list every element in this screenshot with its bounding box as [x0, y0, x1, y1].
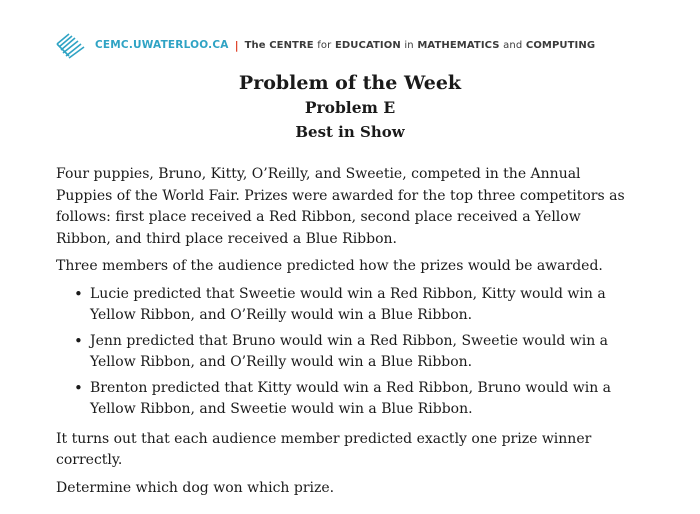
centre-education: EDUCATION: [334, 39, 401, 51]
site-link[interactable]: CEMC.UWATERLOO.CA: [95, 39, 229, 51]
task-paragraph: Determine which dog won which prize.: [56, 479, 335, 496]
header-separator: |: [234, 38, 239, 52]
problem-body: [56, 164, 631, 505]
centre-in: in: [404, 39, 414, 51]
prediction-brenton: • Brenton predicted that Kitty would win a Red Ribbon, Bruno would win a Yellow Ribbon, and Sweetie would win a Blue Ribbon.: [90, 378, 631, 421]
title-block: [0, 70, 700, 144]
prediction-jenn: • Jenn predicted that Bruno would win a Red Ribbon, Sweetie would win a Yellow Ribbon, and O’Reilly would win a Blue Ribbon.: [90, 331, 631, 374]
prediction-list: [56, 284, 631, 421]
prediction-lucie: • Lucie predicted that Sweetie would win a Red Ribbon, Kitty would win a Yellow Ribbon, and O’Reilly would win a Blue Ribbon.: [90, 284, 631, 327]
centre-for: for: [317, 39, 332, 51]
centre-name: [245, 40, 596, 51]
centre-prefix: The CENTRE: [244, 39, 314, 51]
audience-paragraph: Three members of the audience predicted how the prizes would be awarded.: [56, 258, 603, 274]
result-paragraph: It turns out that each audience member predicted exactly one prize winner correctly.: [56, 430, 592, 468]
centre-mathematics: MATHEMATICS: [417, 39, 500, 51]
centre-and: and: [503, 39, 523, 51]
page-title: Problem of the Week: [238, 72, 462, 94]
intro-paragraph: Four puppies, Bruno, Kitty, O’Reilly, and Sweetie, competed in the Annual Puppies of the World Fair. Prizes were awarded for the top three competitors as follows: first place received a Red Ribbon, second place received a Yellow Ribbon, and third place received a Blue Ribbon.: [56, 166, 625, 247]
cemc-logo-icon: [55, 30, 91, 60]
page-header: [55, 30, 595, 60]
problem-name: Best in Show: [295, 123, 405, 141]
problem-level: Problem E: [304, 98, 396, 117]
centre-computing: COMPUTING: [525, 39, 596, 51]
